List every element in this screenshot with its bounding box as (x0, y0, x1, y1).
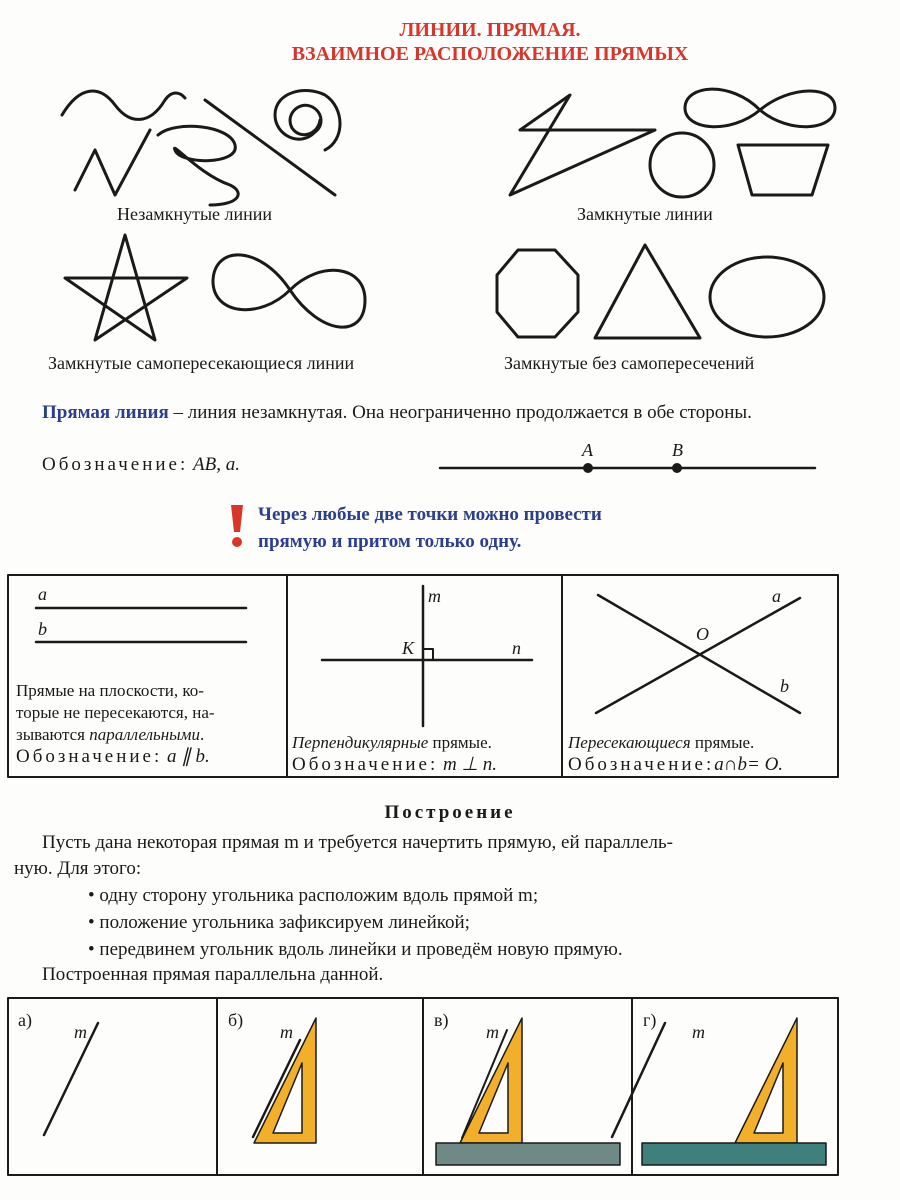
notation-label: Обозначение: (568, 754, 715, 775)
text: Пересекающиеся (568, 733, 691, 752)
intersecting-description (568, 732, 783, 776)
caption-no-self-intersection: Замкнутые без самопересечений (504, 353, 755, 373)
line-m-g (612, 1023, 665, 1137)
label-o: O (696, 624, 709, 644)
construction-intro-1: Пусть дана некоторая прямая m и требуется начертить прямую, ей параллель- (42, 832, 673, 853)
line-m-a (44, 1023, 98, 1135)
self-intersecting-figure (65, 235, 365, 340)
intersecting-notation (568, 754, 783, 776)
axiom-line2: прямую и притом только одну. (258, 531, 522, 552)
text: Перпендикулярные (292, 733, 429, 752)
construction-conclusion: Построенная прямая параллельна данной. (42, 964, 384, 985)
caption-closed-lines: Замкнутые линии (577, 204, 713, 224)
perpendicular-notation (292, 754, 497, 776)
ruler-g (642, 1143, 826, 1165)
bullet-item: • положение угольника зафиксируем линейкой; (88, 912, 470, 933)
label-m: m (74, 1022, 87, 1042)
point-b (674, 465, 681, 472)
label-b: b (38, 619, 47, 639)
text-line (16, 724, 215, 746)
definition-notation (42, 452, 240, 478)
label-a: a (772, 586, 781, 606)
axiom-line1: Через любые две точки можно провести (258, 504, 602, 525)
text: прямые. (428, 733, 492, 752)
bullet-item: • передвинем угольник вдоль линейки и проведём новую прямую. (88, 939, 623, 960)
parallel-notation (16, 746, 215, 768)
open-lines-figure (62, 91, 340, 205)
simple-closed-figure (497, 245, 824, 338)
text: зываются (16, 725, 90, 744)
label-m: m (428, 586, 441, 606)
perpendicular-description (292, 732, 497, 776)
notation-value: a ∥ b. (162, 746, 210, 767)
label-m: m (692, 1022, 705, 1042)
caption-open-lines: Незамкнутые линии (117, 204, 273, 224)
text: параллельными (89, 725, 201, 744)
label-k: K (402, 638, 415, 658)
text-line (568, 732, 783, 754)
construction-heading: Построение (384, 802, 516, 823)
notation-label: Обозначение: (42, 454, 189, 475)
page-title-line2: ВЗАИМНОЕ РАСПОЛОЖЕНИЕ ПРЯМЫХ (291, 43, 689, 65)
text-line: Прямые на плоскости, ко- (16, 681, 204, 700)
ruler-v (436, 1143, 620, 1165)
label-m: m (280, 1022, 293, 1042)
step-label: г) (643, 1010, 657, 1030)
page-title-line1: ЛИНИИ. ПРЯМАЯ. (399, 19, 581, 41)
text-line (292, 732, 497, 754)
parallel-description (16, 680, 215, 768)
label-a: A (582, 440, 593, 460)
definition-term: Прямая линия (42, 402, 169, 423)
label-n: n (512, 638, 521, 658)
construction-intro-2: ную. Для этого: (14, 858, 142, 879)
caption-self-intersecting: Замкнутые самопересекающиеся линии (48, 353, 355, 373)
definition-paragraph (14, 400, 844, 426)
definition-text: – линия незамкнутая. Она неограниченно продолжается в обе стороны. (168, 402, 752, 423)
step-label: в) (434, 1010, 449, 1030)
text: прямые. (690, 733, 755, 752)
notation-value: AB, a. (188, 454, 240, 475)
label-b: B (672, 440, 683, 460)
exclamation-icon (231, 505, 243, 547)
closed-lines-figure (510, 89, 835, 197)
notation-value: a∩b= O. (714, 754, 784, 775)
step-label: а) (18, 1010, 32, 1030)
text-line: торые не пересекаются, на- (16, 703, 215, 722)
label-a: a (38, 584, 47, 604)
notation-label: Обозначение: (292, 754, 439, 775)
bullet-item: • одну сторону угольника расположим вдоль прямой m; (88, 885, 539, 906)
notation-value: m ⊥ n. (438, 754, 498, 775)
label-m: m (486, 1022, 499, 1042)
step-label: б) (228, 1010, 244, 1030)
text: . (200, 725, 205, 744)
point-a (585, 465, 592, 472)
notation-label: Обозначение: (16, 746, 163, 767)
label-b: b (780, 676, 789, 696)
